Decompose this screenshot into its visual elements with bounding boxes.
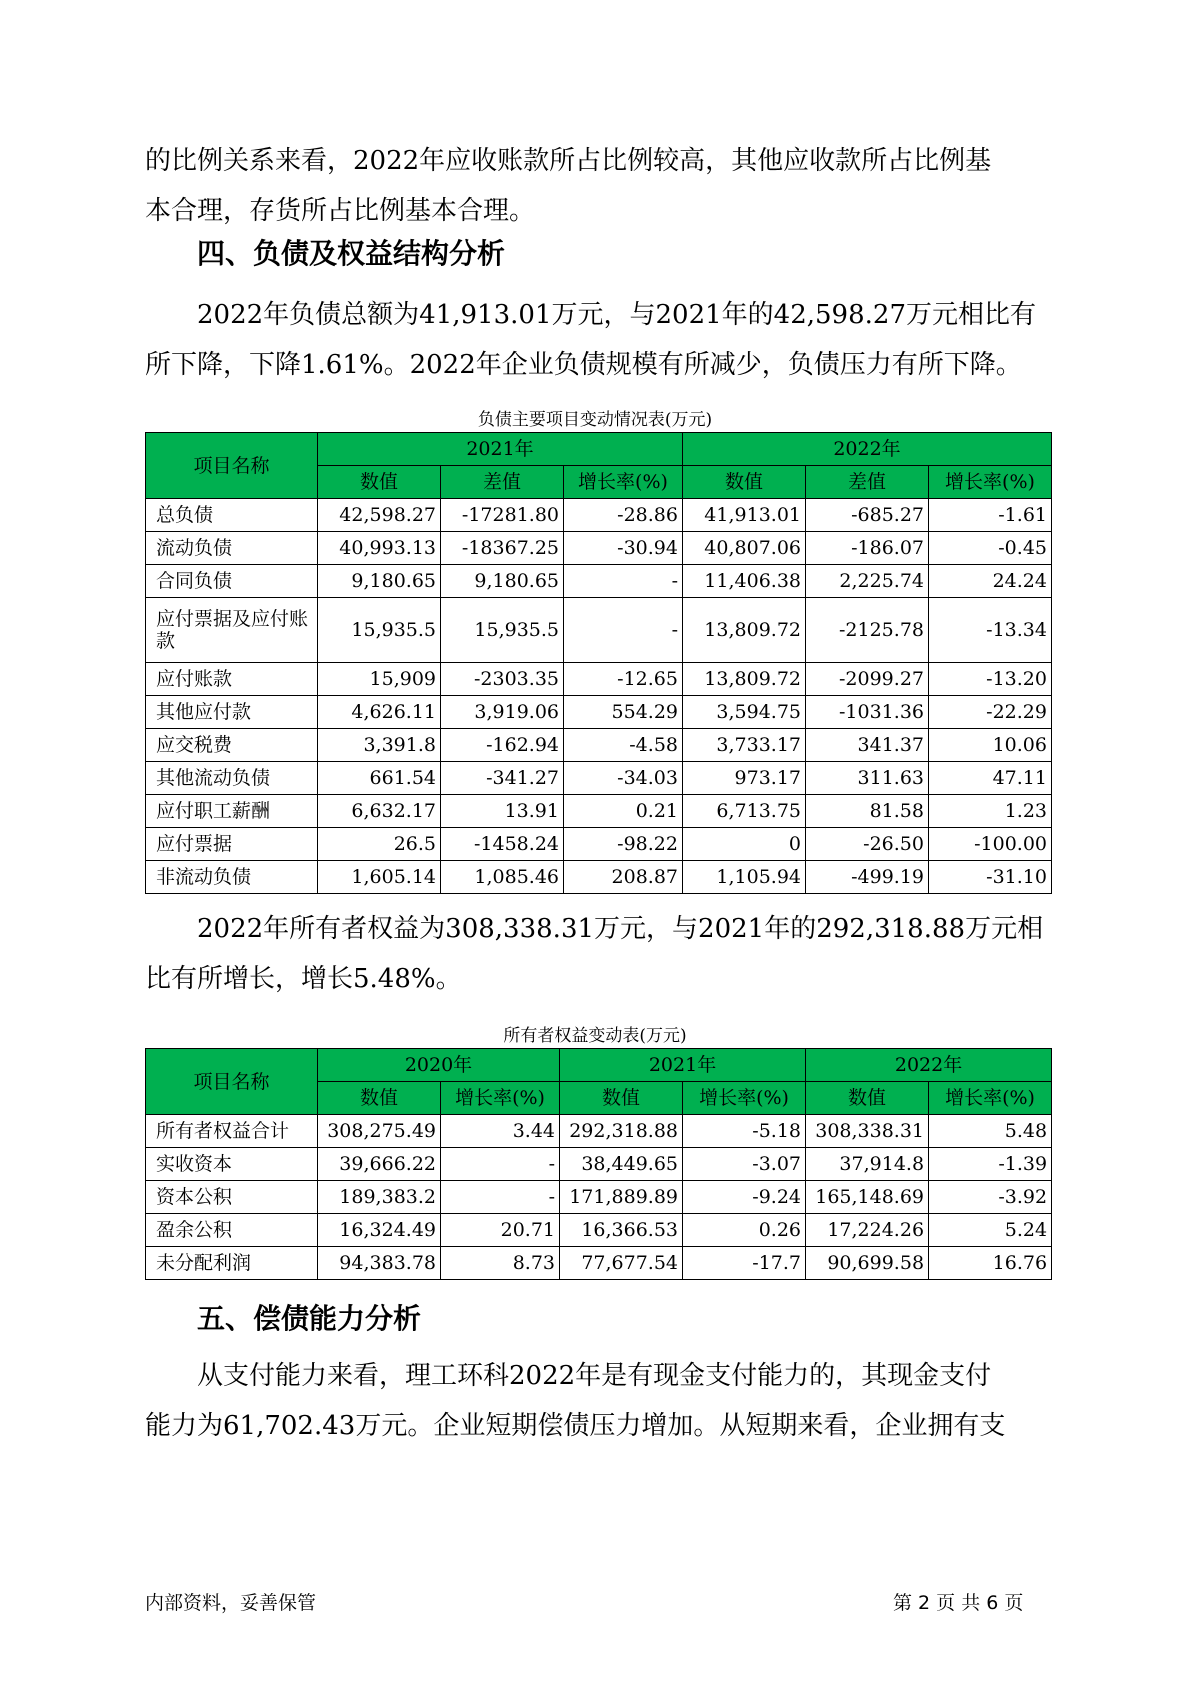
table-cell: 165,148.69 <box>806 1181 929 1214</box>
table-cell: 17,224.26 <box>806 1214 929 1247</box>
footer-confidential-note: 内部资料，妥善保管 <box>145 1592 317 1614</box>
table-cell: -3.07 <box>683 1148 806 1181</box>
table-cell: 171,889.89 <box>560 1181 683 1214</box>
table-cell: 2,225.74 <box>806 565 929 598</box>
table-cell: 8.73 <box>441 1247 560 1280</box>
row-item-name: 其他应付款 <box>146 696 318 729</box>
header-sub-column: 数值 <box>683 466 806 499</box>
paragraph-line: 2022年负债总额为41,913.01万元，与2021年的42,598.27万元相比有 <box>197 300 1036 330</box>
table-cell: 554.29 <box>564 696 683 729</box>
table-cell: -1.39 <box>929 1148 1052 1181</box>
row-item-name: 应付票据 <box>146 828 318 861</box>
table-cell: 16,324.49 <box>318 1214 441 1247</box>
table-cell: -2125.78 <box>806 598 929 663</box>
table-cell: -1.61 <box>929 499 1052 532</box>
table-cell: 20.71 <box>441 1214 560 1247</box>
table-cell: -100.00 <box>929 828 1052 861</box>
paragraph-owner-equity <box>145 904 1045 1004</box>
table-cell: 1,105.94 <box>683 861 806 894</box>
table-cell: -17.7 <box>683 1247 806 1280</box>
table-cell: 13,809.72 <box>683 663 806 696</box>
table-cell: -13.34 <box>929 598 1052 663</box>
row-item-name: 应付职工薪酬 <box>146 795 318 828</box>
table-row <box>146 696 1052 729</box>
row-item-name: 其他流动负债 <box>146 762 318 795</box>
paragraph-line: 本合理，存货所占比例基本合理。 <box>145 196 536 226</box>
table-cell: 3,919.06 <box>441 696 564 729</box>
table-cell: 4,626.11 <box>318 696 441 729</box>
header-year: 2021年 <box>318 433 683 466</box>
row-item-name: 资本公积 <box>146 1181 318 1214</box>
table-cell: 10.06 <box>929 729 1052 762</box>
table-cell: 39,666.22 <box>318 1148 441 1181</box>
table-cell: 77,677.54 <box>560 1247 683 1280</box>
table-cell: 16.76 <box>929 1247 1052 1280</box>
table-cell: 308,338.31 <box>806 1115 929 1148</box>
table-cell: -1458.24 <box>441 828 564 861</box>
table-row <box>146 795 1052 828</box>
table-cell: 26.5 <box>318 828 441 861</box>
equity-table-caption: 所有者权益变动表(万元) <box>503 1026 687 1046</box>
paragraph-payment-ability <box>145 1351 1045 1451</box>
table-row <box>146 828 1052 861</box>
table-cell: 973.17 <box>683 762 806 795</box>
table-cell: 0.21 <box>564 795 683 828</box>
table-row <box>146 762 1052 795</box>
table-cell: 3,733.17 <box>683 729 806 762</box>
table-cell: 189,383.2 <box>318 1181 441 1214</box>
row-item-name: 总负债 <box>146 499 318 532</box>
paragraph-line: 的比例关系来看，2022年应收账款所占比例较高，其他应收款所占比例基 <box>145 146 992 176</box>
table-cell: 5.48 <box>929 1115 1052 1148</box>
table-cell: -4.58 <box>564 729 683 762</box>
table-cell: 40,993.13 <box>318 532 441 565</box>
paragraph-total-liabilities <box>145 290 1045 390</box>
row-item-name: 实收资本 <box>146 1148 318 1181</box>
table-row <box>146 861 1052 894</box>
paragraph-line: 能力为61,702.43万元。企业短期偿债压力增加。从短期来看，企业拥有支 <box>145 1411 1006 1441</box>
table-cell: -3.92 <box>929 1181 1052 1214</box>
table-cell: -34.03 <box>564 762 683 795</box>
table-cell: 1,605.14 <box>318 861 441 894</box>
table-cell: 661.54 <box>318 762 441 795</box>
table-cell: - <box>564 565 683 598</box>
table-cell: 90,699.58 <box>806 1247 929 1280</box>
section-heading-solvency: 五、偿债能力分析 <box>197 1302 422 1335</box>
table-cell: 16,366.53 <box>560 1214 683 1247</box>
table-row <box>146 1115 1052 1148</box>
table-row <box>146 532 1052 565</box>
table-cell: -26.50 <box>806 828 929 861</box>
table-cell: 6,632.17 <box>318 795 441 828</box>
table-cell: 0.26 <box>683 1214 806 1247</box>
table-cell: -2099.27 <box>806 663 929 696</box>
table-cell: 94,383.78 <box>318 1247 441 1280</box>
header-year: 2020年 <box>318 1049 560 1082</box>
table-cell: 9,180.65 <box>441 565 564 598</box>
table-cell: 308,275.49 <box>318 1115 441 1148</box>
header-sub-column: 增长率(%) <box>683 1082 806 1115</box>
table-cell: 37,914.8 <box>806 1148 929 1181</box>
table-cell: -30.94 <box>564 532 683 565</box>
table-cell: -31.10 <box>929 861 1052 894</box>
table-cell: -13.20 <box>929 663 1052 696</box>
table-cell: 208.87 <box>564 861 683 894</box>
section-heading-liabilities-equity: 四、负债及权益结构分析 <box>197 237 506 270</box>
table-cell: -186.07 <box>806 532 929 565</box>
table-cell: 15,909 <box>318 663 441 696</box>
paragraph-line: 从支付能力来看，理工环科2022年是有现金支付能力的，其现金支付 <box>197 1361 992 1391</box>
table-cell: -22.29 <box>929 696 1052 729</box>
table-cell: 40,807.06 <box>683 532 806 565</box>
row-item-name: 盈余公积 <box>146 1214 318 1247</box>
table-cell: -1031.36 <box>806 696 929 729</box>
table-row <box>146 598 1052 663</box>
table-row <box>146 729 1052 762</box>
row-item-name: 合同负债 <box>146 565 318 598</box>
header-sub-column: 增长率(%) <box>929 1082 1052 1115</box>
table-row <box>146 499 1052 532</box>
table-cell: - <box>441 1148 560 1181</box>
table-cell: 0 <box>683 828 806 861</box>
table-cell: 38,449.65 <box>560 1148 683 1181</box>
row-item-name: 未分配利润 <box>146 1247 318 1280</box>
table-cell: -98.22 <box>564 828 683 861</box>
row-item-name: 流动负债 <box>146 532 318 565</box>
table-cell: -499.19 <box>806 861 929 894</box>
table-cell: -18367.25 <box>441 532 564 565</box>
table-cell: -17281.80 <box>441 499 564 532</box>
table-cell: 42,598.27 <box>318 499 441 532</box>
table-cell: 9,180.65 <box>318 565 441 598</box>
header-item-name: 项目名称 <box>146 433 318 499</box>
liability-table <box>145 432 1052 894</box>
table-cell: -28.86 <box>564 499 683 532</box>
header-sub-column: 数值 <box>560 1082 683 1115</box>
table-cell: 13.91 <box>441 795 564 828</box>
table-row <box>146 565 1052 598</box>
row-item-name: 非流动负债 <box>146 861 318 894</box>
header-sub-column: 增长率(%) <box>929 466 1052 499</box>
table-cell: -12.65 <box>564 663 683 696</box>
table-row <box>146 1181 1052 1214</box>
table-cell: 3,391.8 <box>318 729 441 762</box>
table-cell: 15,935.5 <box>318 598 441 663</box>
table-cell: -9.24 <box>683 1181 806 1214</box>
header-sub-column: 数值 <box>318 466 441 499</box>
table-row <box>146 1247 1052 1280</box>
table-cell: 311.63 <box>806 762 929 795</box>
row-item-name: 所有者权益合计 <box>146 1115 318 1148</box>
table-cell: 24.24 <box>929 565 1052 598</box>
table-row <box>146 663 1052 696</box>
table-cell: 15,935.5 <box>441 598 564 663</box>
table-cell: -162.94 <box>441 729 564 762</box>
table-cell: 13,809.72 <box>683 598 806 663</box>
liability-table-caption: 负债主要项目变动情况表(万元) <box>477 410 713 430</box>
table-row <box>146 1148 1052 1181</box>
header-sub-column: 差值 <box>806 466 929 499</box>
table-cell: 3.44 <box>441 1115 560 1148</box>
table-cell: 1.23 <box>929 795 1052 828</box>
header-sub-column: 差值 <box>441 466 564 499</box>
table-cell: -5.18 <box>683 1115 806 1148</box>
header-sub-column: 增长率(%) <box>441 1082 560 1115</box>
paragraph-line: 所下降，下降1.61%。2022年企业负债规模有所减少，负债压力有所下降。 <box>145 350 1022 380</box>
table-cell: 11,406.38 <box>683 565 806 598</box>
table-cell: -2303.35 <box>441 663 564 696</box>
header-sub-column: 数值 <box>806 1082 929 1115</box>
table-cell: - <box>441 1181 560 1214</box>
table-cell: 5.24 <box>929 1214 1052 1247</box>
table-cell: -685.27 <box>806 499 929 532</box>
table-cell: 41,913.01 <box>683 499 806 532</box>
header-sub-column: 增长率(%) <box>564 466 683 499</box>
table-cell: 3,594.75 <box>683 696 806 729</box>
header-item-name: 项目名称 <box>146 1049 318 1115</box>
row-item-name: 应付票据及应付账款 <box>146 598 318 663</box>
paragraph-receivables-conclusion <box>145 136 1045 236</box>
table-cell: -0.45 <box>929 532 1052 565</box>
footer-page-number: 第 2 页 共 6 页 <box>893 1592 1024 1614</box>
row-item-name: 应交税费 <box>146 729 318 762</box>
equity-table <box>145 1048 1052 1280</box>
table-cell: -341.27 <box>441 762 564 795</box>
header-year: 2022年 <box>683 433 1052 466</box>
header-sub-column: 数值 <box>318 1082 441 1115</box>
paragraph-line: 比有所增长，增长5.48%。 <box>145 964 462 994</box>
table-cell: 1,085.46 <box>441 861 564 894</box>
table-row <box>146 1214 1052 1247</box>
table-cell: 6,713.75 <box>683 795 806 828</box>
table-cell: 81.58 <box>806 795 929 828</box>
header-year: 2022年 <box>806 1049 1052 1082</box>
table-cell: 341.37 <box>806 729 929 762</box>
table-cell: 47.11 <box>929 762 1052 795</box>
row-item-name: 应付账款 <box>146 663 318 696</box>
header-year: 2021年 <box>560 1049 806 1082</box>
paragraph-line: 2022年所有者权益为308,338.31万元，与2021年的292,318.88万元相 <box>197 914 1044 944</box>
table-cell: 292,318.88 <box>560 1115 683 1148</box>
table-cell: - <box>564 598 683 663</box>
